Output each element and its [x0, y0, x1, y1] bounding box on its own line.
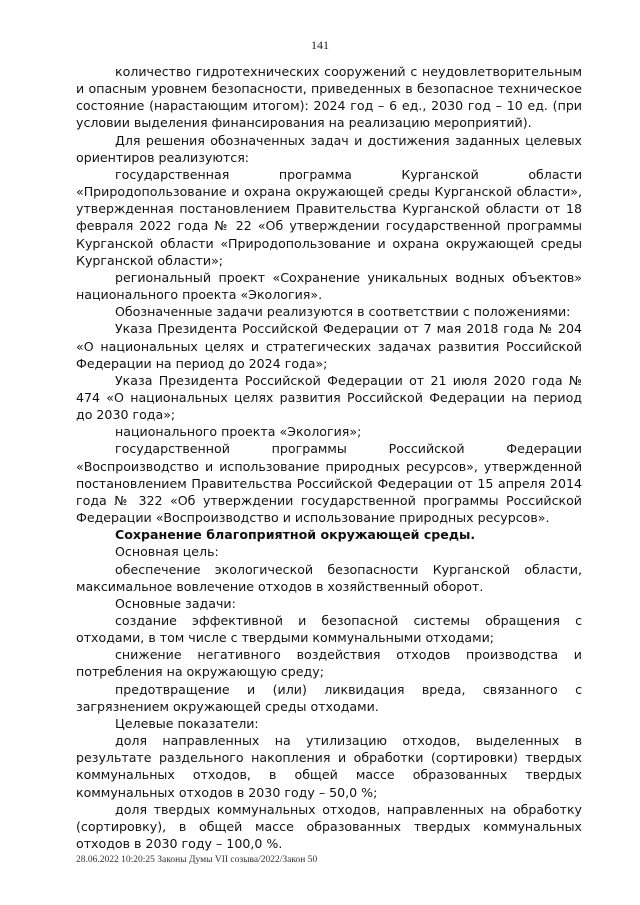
paragraph: создание эффективной и безопасной системы обращения с отходами, в том числе с твердыми коммунальными отходами; — [76, 613, 582, 646]
paragraph: Основные задачи: — [115, 595, 236, 611]
paragraph: количество гидротехнических сооружений с неудовлетворительным и опасным уровнем безопасности, приведенных в безопасное техническое состояние (нарастающим итогом): 2024 год – 6 ед., 2030 год – 10 ед. (при условии выделения финансирования на реализацию мероприятий). — [76, 64, 582, 131]
paragraph: доля твердых коммунальных отходов, направленных на обработку (сортировку), в общей массе образованных твердых коммунальных отходов в 2030 году – 100,0 %. — [76, 801, 582, 852]
paragraph: Целевые показатели: — [115, 715, 259, 731]
page-number: 141 — [311, 38, 329, 52]
paragraph: государственная программа Курганской области «Природопользование и охрана окружающей среды Курганской области», утвержденная постановлением Правительства Курганской области от 18 февраля 2022 года № 22 «Об утверждении государственной программы Курганской области «Природопользование и охрана окружающей среды Курганской области»; — [76, 166, 582, 268]
paragraph: доля направленных на утилизацию отходов, выделенных в результате раздельного накопления и обработки (сортировки) твердых коммунальных отходов, в общей массе образованных твердых коммунальных отходов в 2030 году – 50,0 %; — [76, 733, 582, 800]
paragraph: Указа Президента Российской Федерации от 21 июля 2020 года № 474 «О национальных целях развития Российской Федерации на период до 2030 года»; — [76, 372, 582, 423]
paragraph: предотвращение и (или) ликвидация вреда, связанного с загрязнением окружающей среды отходами. — [76, 681, 582, 714]
paragraph: обеспечение экологической безопасности Курганской области, максимальное вовлечение отходов в хозяйственный оборот. — [76, 561, 582, 594]
paragraph: Указа Президента Российской Федерации от 7 мая 2018 года № 204 «О национальных целях и стратегических задачах развития Российской Федерации на период до 2024 года»; — [76, 321, 582, 371]
document-body — [76, 63, 582, 852]
paragraph: Обозначенные задачи реализуются в соответствии с положениями: — [115, 304, 571, 320]
paragraph: Основная цель: — [115, 544, 219, 560]
section-heading: Сохранение благоприятной окружающей среды. — [115, 527, 476, 543]
page-footer: 28.06.2022 10:20:25 Законы Думы VII созыва/2022/Закон 50 — [76, 855, 318, 865]
paragraph: региональный проект «Сохранение уникальных водных объектов» национального проекта «Экология». — [76, 269, 582, 303]
paragraph: снижение негативного воздействия отходов производства и потребления на окружающую среду; — [76, 647, 582, 680]
paragraph: государственной программы Российской Федерации «Воспроизводство и использование природных ресурсов», утвержденной постановлением Правительства Российской Федерации от 15 апреля 2014 года № 322 «Об утверждении государственной программы Российской Федерации «Воспроизводство и использование природных ресурсов». — [76, 441, 582, 526]
paragraph: Для решения обозначенных задач и достижения заданных целевых ориентиров реализуются: — [76, 132, 582, 165]
paragraph: национального проекта «Экология»; — [115, 424, 362, 440]
